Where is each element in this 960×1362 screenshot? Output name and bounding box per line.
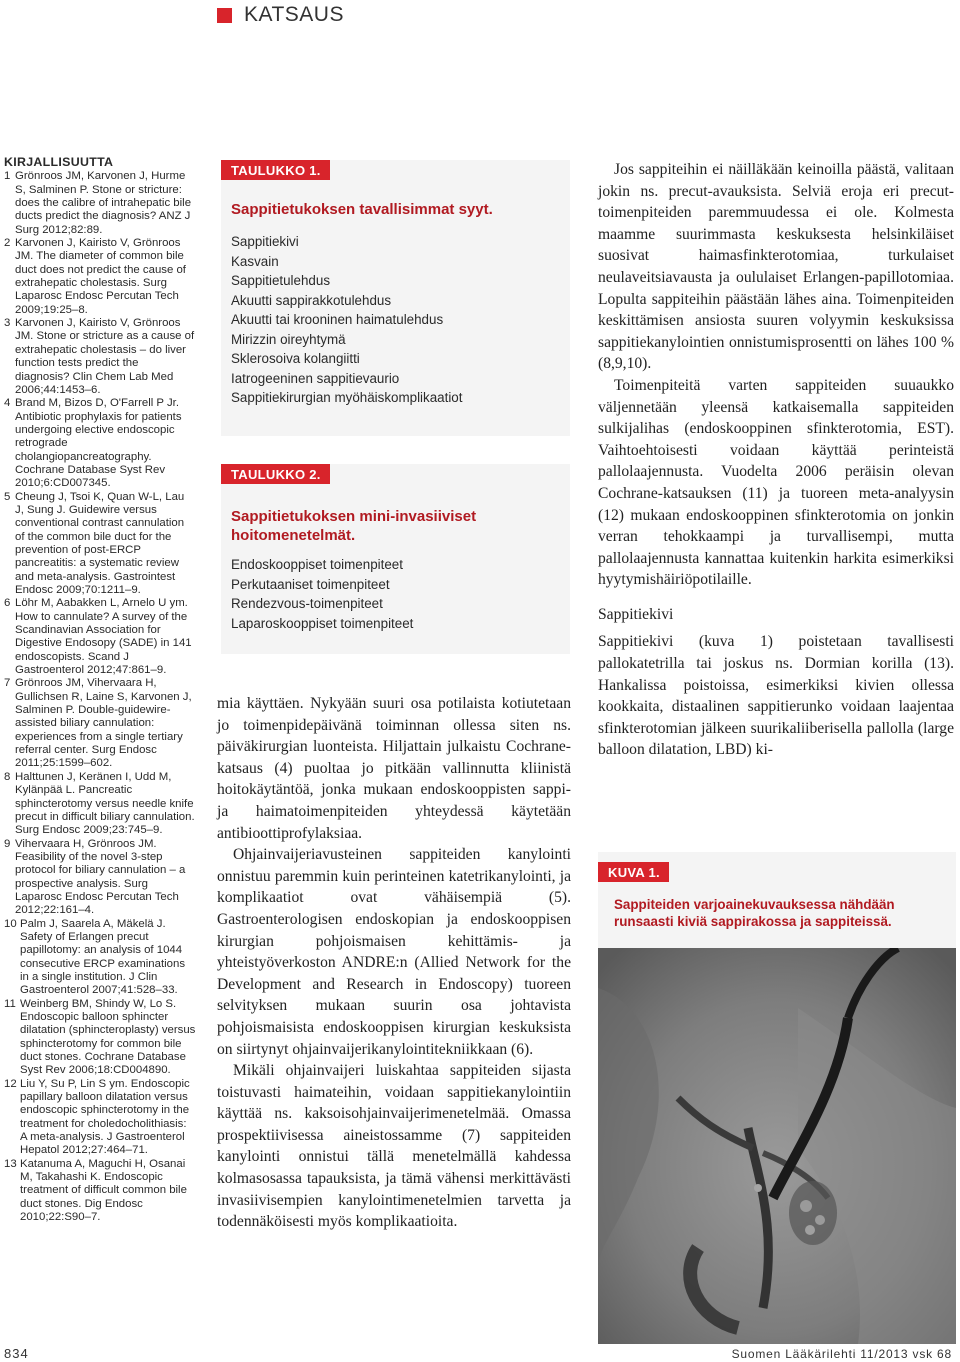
reference-item bbox=[4, 237, 196, 317]
figure-1 bbox=[598, 852, 956, 1344]
table-item: Laparoskooppiset toimenpiteet bbox=[231, 615, 414, 631]
section-header bbox=[217, 3, 344, 27]
section-marker bbox=[217, 8, 232, 23]
reference-text: Grönroos JM, Vihervaara H, Gullichsen R, Laine S, Karvonen J, Salminen P. Double-guidewire-assisted biliary cannulation: experiences from a single tertiary referral center. Surg Endosc 2011;25:1599–602. bbox=[15, 677, 192, 770]
table-item: Perkutaaniset toimenpiteet bbox=[231, 576, 390, 592]
table-2 bbox=[221, 464, 570, 654]
reference-number: 6 bbox=[4, 597, 11, 610]
references-title: KIRJALLISUUTTA bbox=[4, 155, 114, 169]
reference-text: Karvonen J, Kairisto V, Grönroos JM. Stone or stricture as a cause of extrahepatic cholestasis – do liver function tests predict the diagnosis? Clin Chem Lab Med 2006;44:1453–6. bbox=[15, 317, 195, 396]
references-column bbox=[4, 156, 196, 1225]
reference-number: 3 bbox=[4, 317, 11, 330]
references-list bbox=[4, 170, 196, 1224]
table-1-label: TAULUKKO 1. bbox=[221, 160, 330, 180]
section-title: KATSAUS bbox=[244, 3, 344, 26]
reference-item bbox=[4, 1158, 196, 1225]
paragraph: mia käyttäen. Nykyään suuri osa potilaista kotiutetaan jo toimenpidepäivänä toiminnan ollessa siten ns. päiväkirurgian luonteista. Hiljattain julkaistu Cochrane-katsaus (4) puoltaa jo pitkään vallinnutta kliinistä hoitokäytäntöä, jonka mukaan endoskooppisten sappi- ja haimatoimenpiteiden yhteydessä käytetään antibioottiprofylaksiaa. bbox=[217, 695, 571, 842]
reference-number: 8 bbox=[4, 770, 11, 783]
reference-text: Weinberg BM, Shindy W, Lo S. Endoscopic balloon sphincter dilatation (sphincteroplasty) versus sphincterotomy for common bile duct stones. Cochrane Database Syst Rev 2006;18:CD004890. bbox=[20, 997, 196, 1077]
paragraph: Jos sappiteihin ei näilläkään keinoilla päästä, valitaan jokin ns. precut-avauksista. Selviä eroja eri precut-toimenpiteiden paremmuudessa ei ole. Kolmesta maamme suurimmasta keskuksesta helsinkiläiset suosivat haimasfinkterotomiaa, turkulaiset neulaveitsiavausta ja oululaiset Erlangen-papillotomiaa. Lopulta sappiteihin päästään lähes aina. Toimenpiteiden keskittämisen ansiosta suuren volyymin keskuksissa sappitiekanylointien onnistumisprosentti on lähes 100 % (8,9,10). bbox=[598, 161, 954, 373]
reference-item bbox=[4, 677, 196, 770]
reference-number: 7 bbox=[4, 677, 11, 690]
reference-item bbox=[4, 317, 196, 397]
reference-item bbox=[4, 918, 196, 998]
table-item: Kasvain bbox=[231, 253, 279, 269]
reference-text: Halttunen J, Keränen I, Udd M, Kylänpää L. Pancreatic sphincterotomy versus needle knife precut in difficult biliary cannulation. Surg Endosc 2009;23:745–9. bbox=[15, 770, 195, 837]
table-item: Sklerosoiva kolangiitti bbox=[231, 351, 360, 366]
body-column-3 bbox=[598, 159, 954, 761]
reference-item bbox=[4, 838, 196, 918]
table-item: Sappitietulehdus bbox=[231, 273, 331, 288]
reference-text: Vihervaara H, Grönroos JM. Feasibility of the novel 3-step protocol for biliary cannulation – a prospective analysis. Surg Laparosc Endosc Percutan Tech 2012;22:161–4. bbox=[15, 837, 186, 917]
page-number: 834 bbox=[4, 1346, 29, 1361]
table-1 bbox=[221, 160, 570, 436]
table-item: Iatrogeeninen sappitievaurio bbox=[231, 370, 400, 386]
table-item: Akuutti tai krooninen haimatulehdus bbox=[231, 312, 444, 327]
reference-number: 9 bbox=[4, 837, 11, 850]
reference-text: Brand M, Bizos D, O'Farrell P Jr. Antibiotic prophylaxis for patients undergoing elective endoscopic retrograde cholangiopancreatography. Cochrane Database Syst Rev 2010;6:CD007345. bbox=[15, 397, 182, 490]
reference-item bbox=[4, 491, 196, 598]
reference-text: Karvonen J, Kairisto V, Grönroos JM. The diameter of common bile duct does not predict the cause of extrahepatic cholestasis. Surg Laparosc Endosc Percutan Tech 2009;19:25–8. bbox=[15, 237, 186, 316]
reference-number: 10 bbox=[4, 917, 17, 930]
paragraph: Ohjainvaijeriavusteinen sappiteiden kanylointi onnistuu paremmin kuin perinteinen katetrikanylointi, ja komplikaatiot ovat vähäisempiä (5). Gastroenterologisen endoskopian ja endoskooppisen kirurgian pohjoismaisen kehittämis- ja yhteistyöverkoston ANDRE:n (Allied Network for the Development and Research in Endoscopy) tuoreen selvityksen mukaan suurin osa johtavista pohjoismaisista endoskooppisen kirurgian keskuksista on siirtynyt ohjainvaijerikanylointitekniikkaan (6). bbox=[217, 846, 571, 1058]
body-column-2 bbox=[217, 693, 571, 1233]
reference-number: 11 bbox=[4, 997, 16, 1010]
reference-item bbox=[4, 998, 196, 1078]
table-item: Sappitiekivi bbox=[231, 234, 299, 249]
paragraph: Sappitiekivi (kuva 1) poistetaan tavallisesti pallokatetrilla tai joskus ns. Dormian korilla (13). Hankalissa poistoissa, esimerkiksi kivien ollessa kookkaita, distaalinen sappitierunko voidaan laajentaa sfinkterotomian jälkeen suurikaliiberisella pallolla (large balloon dilatation, LBD) ki- bbox=[598, 633, 954, 759]
table-item: Sappitiekirurgian myöhäiskomplikaatiot bbox=[231, 390, 463, 405]
section-heading: Sappitiekivi bbox=[598, 605, 674, 623]
reference-number: 5 bbox=[4, 490, 11, 503]
reference-text: Cheung J, Tsoi K, Quan W-L, Lau J, Sung J. Guidewire versus conventional contrast cannulation of the common bile duct for the prevention of post-ERCP pancreatitis: a systematic review and meta-analysis. Gastrointest Endosc 2009;70:1211–9. bbox=[15, 490, 185, 596]
reference-text: Grönroos JM, Karvonen J, Hurme S, Salminen P. Stone or stricture: does the calibre of intrahepatic bile ducts predict the diagnosis? ANZ J Surg 2012;82:89. bbox=[15, 170, 192, 236]
table-item: Endoskooppiset toimenpiteet bbox=[231, 557, 403, 572]
table-1-title: Sappitietukoksen tavallisimmat syyt. bbox=[231, 201, 493, 218]
reference-item bbox=[4, 397, 196, 490]
table-item: Akuutti sappirakkotulehdus bbox=[231, 292, 392, 308]
reference-item bbox=[4, 597, 196, 677]
table-item: Rendezvous-toimenpiteet bbox=[231, 596, 383, 611]
reference-text: Katanuma A, Maguchi H, Osanai M, Takahashi K. Endoscopic treatment of difficult common bile duct stones. Dig Endosc 2010;22:S90–7. bbox=[20, 1157, 187, 1224]
figure-1-caption: Sappiteiden varjoainekuvauksessa nähdään runsaasti kiviä sappirakossa ja sappiteissä. bbox=[614, 897, 895, 929]
journal-footer: Suomen Lääkärilehti 11/2013 vsk 68 bbox=[731, 1347, 952, 1361]
reference-item bbox=[4, 771, 196, 838]
paragraph: Mikäli ohjainvaijeri luiskahtaa sappiteiden sijasta toistuvasti haimateihin, voidaan sappitiekanylointiin käyttää ns. kaksoisohjainvaijerimenetelmää. Omassa prospektiivisessa aineistossamme (7) sappiteiden kanylointi onnistui tällä menetelmällä kahdessa kolmasosassa tapauksista, ja tämä vähensi merkittävästi invasiivisempien kanylointimenetelmien tarvetta ja todennäköisesti myös komplikaatioita. bbox=[217, 1062, 571, 1231]
table-2-list bbox=[221, 555, 570, 633]
reference-text: Palm J, Saarela A, Mäkelä J. Safety of Erlangen precut papillotomy: an analysis of 1044 consecutive ERCP examinations in a single institution. J Clin Gastroenterol 2007;41:528–33. bbox=[20, 917, 186, 997]
reference-item bbox=[4, 170, 196, 237]
reference-number: 12 bbox=[4, 1077, 17, 1090]
table-item: Mirizzin oireyhtymä bbox=[231, 331, 346, 347]
table-1-list bbox=[221, 232, 570, 408]
reference-number: 13 bbox=[4, 1157, 17, 1170]
reference-text: Löhr M, Aabakken L, Arnelo U ym. How to cannulate? A survey of the Scandinavian Association for Digestive Endosopy (SADE) in 141 endoscopists. Scand J Gastroenterol 2012;47:861–9. bbox=[15, 597, 192, 677]
table-2-title: Sappitietukoksen mini-invasiiviset hoitomenetelmät. bbox=[231, 508, 477, 544]
cholangiogram-image bbox=[598, 948, 956, 1344]
reference-number: 2 bbox=[4, 237, 11, 250]
reference-number: 4 bbox=[4, 397, 11, 410]
figure-1-label: KUVA 1. bbox=[598, 862, 669, 882]
reference-text: Liu Y, Su P, Lin S ym. Endoscopic papillary balloon dilatation versus endoscopic sphincterotomy in the treatment for choledocholithiasis: A meta-analysis. J Gastroenterol Hepatol 2012;27:464–71. bbox=[20, 1077, 190, 1157]
paragraph: Toimenpiteitä varten sappiteiden suuaukko väljennetään yleensä katkaisemalla sappiteiden sulkijalihas (endoskooppinen sfinkterotomia, EST). Vaihtoehtoisesti voidaan käyttää perinteistä pallolaajennusta. Vuodelta 2006 peräisin olevan Cochrane-katsauksen (11) ja tuoreen meta-analyysin (12) mukaan endoskooppinen sfinkterotomia on jonkin verran tehokkaampi ja turvallisempi, mutta pallolaajennusta kannattaa kuitenkin harkita esimerkiksi hyytymishäiriöpotilaille. bbox=[598, 376, 954, 589]
table-2-label: TAULUKKO 2. bbox=[221, 464, 330, 484]
reference-number: 1 bbox=[4, 170, 11, 183]
reference-item bbox=[4, 1078, 196, 1158]
